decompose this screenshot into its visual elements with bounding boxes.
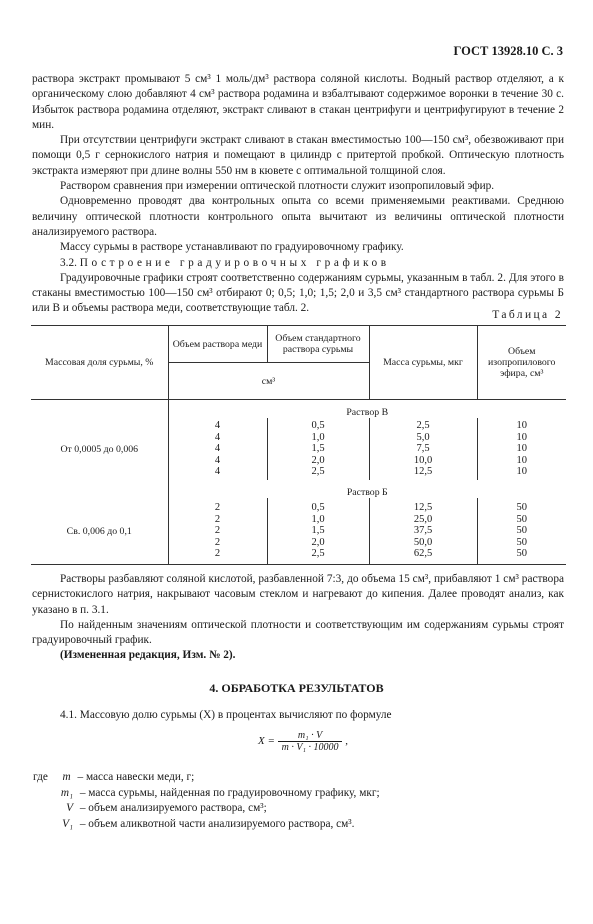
table-cell: 1,0 (311, 431, 325, 443)
table-cell: 10 (516, 431, 527, 443)
ether-values-v (477, 418, 566, 480)
definition-row (33, 770, 380, 786)
table-cell: 2 (214, 548, 221, 560)
table-cell: 1,0 (311, 513, 325, 525)
definition-row (33, 801, 380, 817)
table-cell: 2 (214, 525, 221, 537)
range-v: От 0,0005 до 0,006 (60, 443, 139, 455)
page-header: ГОСТ 13928.10 С. 3 (453, 44, 563, 58)
table-cell: 2,0 (311, 454, 325, 466)
paragraph: Раствором сравнения при измерении оптической плотности служит изопропиловый эфир. (60, 180, 495, 193)
formula (258, 730, 348, 753)
subsection-text: Градуировочные графики строят соответственно содержаниям сурьмы, указанным в табл. 2. Для этого в стаканы вместимостью 100—150 см³ отбирают 0; 0,5; 1,0; 1,5; 2,0 и 3,5 см³ стандартного раствора сурьмы Б или В и объемы раствора меди, соответствующие табл. 2. (32, 271, 564, 315)
definition-row (33, 817, 380, 833)
formula-denominator: m · V₁ · 10000 (281, 742, 339, 753)
header-std-volume: Объем стандартного раствора сурьмы (267, 326, 369, 363)
table-cell: 12,5 (413, 502, 433, 514)
table-cell: 2,5 (311, 548, 325, 560)
table-cell: 2,0 (311, 536, 325, 548)
subsection-number: 3.2. (60, 256, 77, 269)
table-cell: 4 (214, 443, 221, 455)
table-cell: 5,0 (416, 431, 430, 443)
table-cell: 2 (214, 513, 221, 525)
paragraph: раствора экстракт промывают 5 см³ 1 моль/дм³ раствора соляной кислоты. Водный раствор отделяют, а к органическому слою добавляют 4 см³ раствора родамина и взбалтывают содержимое воронки в течение 30 с. Избыток раствора родамина отделяют, экстракт сливают в стакан центрифуги и центрифугируют в течение 2 мин. (32, 73, 564, 131)
mass-values-v (369, 418, 477, 480)
paragraph: При отсутствии центрифуги экстракт сливают в стакан вместимостью 100—150 см³, обезвоживают при помощи 0,5 г сернокислого натрия и помещают в цилиндр с притертой пробкой. Оптическую плотность экстракта измеряют при длине волны 550 нм в кювете с оптимальной толщиной слоя. (32, 134, 564, 177)
table-cell: 37,5 (413, 525, 433, 537)
group-label-v: Раствор В (168, 400, 566, 419)
table-cell: 50,0 (413, 536, 433, 548)
table-cell: 10,0 (413, 454, 433, 466)
table-cell: 50 (516, 502, 527, 514)
table-cell: 4 (214, 420, 221, 432)
table-cell: 2 (214, 536, 221, 548)
table-cell: 1,5 (311, 443, 325, 455)
header-mass-fraction: Массовая доля сурьмы, % (31, 326, 168, 400)
definition-text: – масса навески меди, г; (77, 771, 195, 783)
table-cell: 7,5 (416, 443, 430, 455)
group-label-b: Раствор Б (168, 480, 566, 498)
definition-symbol: m (62, 771, 71, 783)
std-values-b (267, 498, 369, 565)
range-b: Св. 0,006 до 0,1 (31, 498, 168, 565)
header-antimony-mass: Масса сурьмы, мкг (369, 326, 477, 400)
table-cell: 62,5 (413, 548, 433, 560)
table-cell: 10 (516, 454, 527, 466)
std-values-v (267, 418, 369, 480)
section-title: 4. ОБРАБОТКА РЕЗУЛЬТАТОВ (209, 681, 384, 695)
definition-symbol: V (66, 802, 73, 815)
table-cell: 2,5 (416, 420, 430, 432)
table-cell: 50 (516, 513, 527, 525)
formula-tail: , (345, 735, 348, 748)
definition-row (33, 786, 380, 802)
table-cell: 4 (214, 431, 221, 443)
table-cell: 25,0 (413, 513, 433, 525)
subsection-heading (32, 256, 564, 271)
table-cell: 2,5 (311, 466, 325, 478)
table-cell: 12,5 (413, 466, 433, 478)
table-cell: 10 (516, 466, 527, 478)
subsection-title: Построение градуировочных графиков (79, 256, 390, 269)
paragraph: Массу сурьмы в растворе устанавливают по градуировочному графику. (60, 241, 404, 254)
table-cell: 50 (516, 536, 527, 548)
definition-text: – объем аликвотной части анализируемого раствора, см³. (79, 817, 355, 830)
where-prefix: где (33, 771, 48, 783)
ether-values-b (477, 498, 566, 565)
formula-fraction (278, 730, 343, 753)
paragraph: Растворы разбавляют соляной кислотой, разбавленной 7:3, до объема 15 см³, прибавляют 1 см³ раствора сернистокислого натрия, накрывают часовым стеклом и нагревают до кипения. Далее проводят анализ, как указано в п. 3.1. (32, 573, 564, 616)
mass-values-b (369, 498, 477, 565)
header-ether-volume: Объем изопропилового эфира, см³ (477, 326, 566, 400)
header-unit: см³ (168, 363, 369, 400)
table-cell: 10 (516, 443, 527, 455)
table-cell: 50 (516, 525, 527, 537)
body-text-top (32, 72, 564, 317)
formula-lhs: X = (258, 735, 275, 748)
paragraph: Одновременно проводят два контрольных опыта со всеми применяемыми реактивами. Среднюю величину оптической плотности контрольного опыта вычитают из величины оптической плотности анализируемого раствора. (32, 195, 564, 238)
table-cell: 50 (516, 548, 527, 560)
copper-values-b (168, 498, 267, 565)
section-intro (32, 708, 564, 723)
body-text-after-table (32, 572, 564, 664)
definition-symbol: m₁ (60, 786, 73, 799)
table-caption: Таблица 2 (492, 309, 563, 321)
definitions-list (33, 770, 380, 832)
paragraph: 4.1. Массовую долю сурьмы (X) в процентах вычисляют по формуле (60, 709, 392, 721)
table-cell: 4 (214, 466, 221, 478)
definition-symbol: V₁ (62, 817, 73, 830)
amendment-note: (Измененная редакция, Изм. № 2). (60, 649, 236, 662)
calibration-table (31, 325, 566, 565)
table-cell: 4 (214, 454, 221, 466)
formula-numerator: m₁ · V (278, 730, 343, 742)
table-cell: 0,5 (311, 502, 325, 514)
table-cell: 10 (516, 420, 527, 432)
table-cell: 1,5 (311, 525, 325, 537)
copper-values-v (168, 418, 267, 480)
definition-text: – масса сурьмы, найденная по градуировочному графику, мкг; (79, 786, 380, 799)
table-cell: 0,5 (311, 420, 325, 432)
header-copper-volume: Объем раствора меди (168, 326, 267, 363)
definition-text: – объем анализируемого раствора, см³; (79, 802, 267, 815)
table-cell: 2 (214, 502, 221, 514)
paragraph: По найденным значениям оптической плотности и соответствующим им содержаниям сурьмы строят градуировочный график. (32, 618, 564, 647)
